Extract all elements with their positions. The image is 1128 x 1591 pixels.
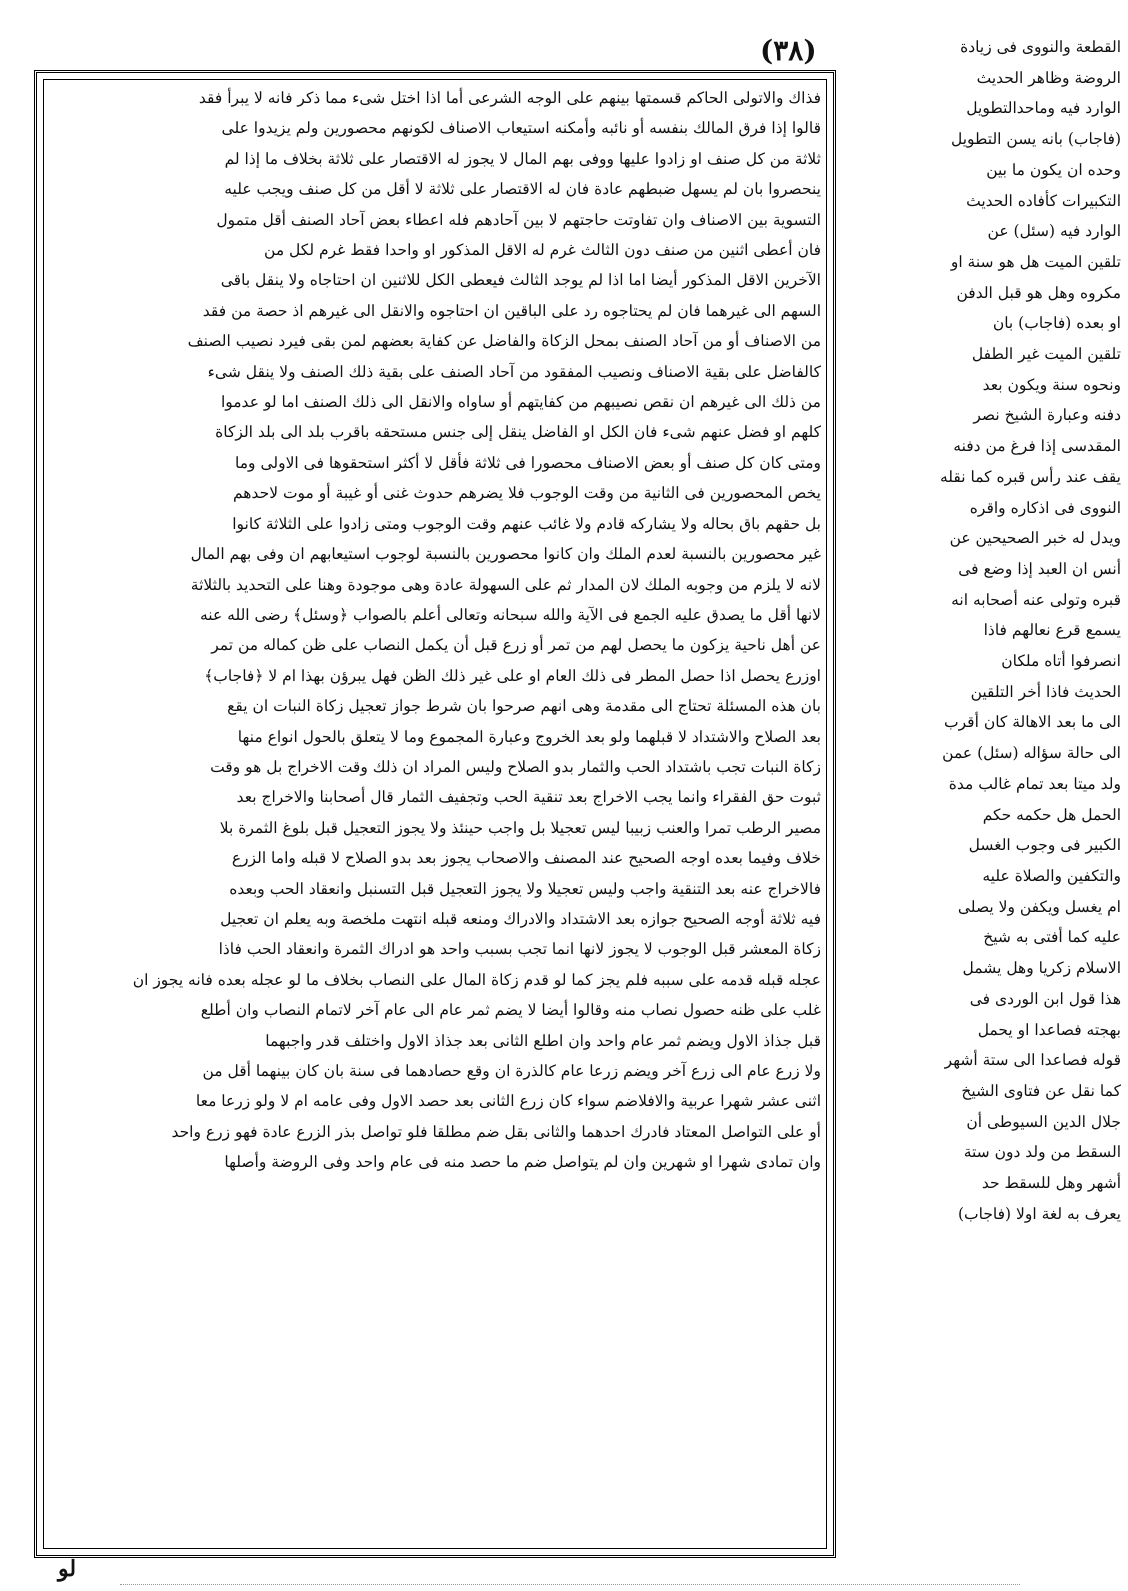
margin-line: دفنه وعبارة الشيخ نصر: [973, 406, 1121, 425]
margin-line: التكبيرات كأفاده الحديث: [966, 191, 1121, 210]
margin-line: الروضة وظاهر الحديث: [976, 68, 1121, 87]
margin-line: قوله فصاعدا الى ستة أشهر: [944, 1051, 1121, 1070]
text-line: كلهم او فضل عنهم شىء فان الكل او الفاضل ينقل إلى جنس مستحقه باقرب بلد الى بلد الزكاة: [215, 423, 821, 442]
margin-line: القطعة والنووى فى زيادة: [960, 38, 1121, 56]
margin-line: أنس ان العبد إذا وضع فى: [958, 559, 1121, 578]
text-line: غلب على ظنه حصول نصاب منه وقالوا أيضا لا يضم ثمر عام الى عام آخر لاتمام النصاب وان أطلع: [200, 1001, 821, 1020]
margin-line: الحديث فاذا أخر التلقين: [970, 682, 1121, 701]
text-line: بان هذه المسئلة تحتاج الى مقدمة وهى انهم صرحوا بان شرط جواز تعجيل زكاة النبات ان يقع: [227, 697, 821, 716]
text-line: وان تمادى شهرا او شهرين وان لم يتواصل ضم ما حصد منه فى عام واحد وفى الروضة وأصلها: [224, 1153, 821, 1172]
text-line: اوزرع يحصل اذا حصل المطر فى ذلك العام او على غير ذلك الظن فهل يبرؤن بهذا ام لا ﴿فاجاب﴾: [204, 666, 821, 685]
margin-line: أشهر وهل للسقط حد: [981, 1174, 1121, 1193]
margin-line: مكروه وهل هو قبل الدفن: [956, 283, 1121, 302]
margin-line: جلال الدين السيوطى أن: [966, 1112, 1121, 1131]
margin-line: تلقين الميت هل هو سنة او: [950, 252, 1121, 271]
margin-line: الى ما بعد الاهالة كان أقرب: [944, 713, 1121, 732]
text-line: أو على التواصل المعتاد فادرك احدهما والثانى بقل ضم مطلقا فلو تواصل بذر الزرع عادة فهو زرع واحد: [171, 1122, 821, 1141]
text-line: الآخرين الاقل المذكور أيضا اما اذا لم يوجد الثالث فيعطى الكل للاثنين ان احتاجاه ولا ينقل باقى: [220, 271, 821, 290]
text-line: ينحصروا بان لم يسهل ضبطهم عادة فان له الاقتصار على ثلاثة لا أقل من كل صنف ويجب عليه: [224, 180, 821, 199]
page-number: (٣٨): [760, 34, 817, 67]
bottom-rule: [120, 1584, 1020, 1586]
text-line: غير محصورين بالنسبة لعدم الملك وان كانوا محصورين بالنسبة لوجوب استيعابهم ان وفى بهم المال: [190, 545, 821, 564]
text-line: فيه ثلاثة أوجه الصحيح جوازه بعد الاشتداد والادراك ومنعه قبله انتهت ملخصة وبه يعلم ان تعجيل: [220, 909, 821, 928]
margin-line: الكبير فى وجوب الغسل: [968, 836, 1121, 855]
text-line: بعد الصلاح والاشتداد لا قبلهما ولو بعد الخروج وعبارة المجموع وما لا يتعلق بالحول انواع منها: [237, 727, 821, 746]
text-line: قبل جذاذ الاول ويضم ثمر عام واحد وان اطلع الثانى بعد جذاذ الاول واختلف قدر واجبهما: [265, 1031, 821, 1050]
text-line: خلاف وفيما بعده اوجه الصحيح عند المصنف والاصحاب يجوز بعد بدو الصلاح لا قبله واما الزرع: [231, 849, 821, 868]
margin-line: يسمع قرع نعالهم فاذا: [983, 621, 1121, 640]
text-line: اثنى عشر شهرا عربية والافلاضم سواء كان زرع الثانى بعد حصد الاول وفى عامه ام لا ولو زرعا معا: [195, 1092, 821, 1111]
margin-line: قبره وتولى عنه أصحابه انه: [951, 590, 1121, 609]
text-line: من ذلك الى غيرهم ان نقص نصيبهم من كفايتهم أو ساواه والانقل الى ذلك الصنف اما لو عدموا: [220, 393, 821, 412]
text-line: بل حقهم باق بحاله ولا يشاركه قادم ولا غائب عنهم وقت الوجوب ومتى زادوا على الثلاثة كانوا: [232, 514, 821, 533]
main-text-body: [53, 83, 821, 1178]
margin-line: بهجته فصاعدا او يحمل: [977, 1020, 1121, 1039]
text-line: زكاة النبات تجب باشتداد الحب والثمار بدو الصلاح وليس المراد ان ذلك وقت الاخراج بل هو وقت: [210, 757, 821, 776]
text-line: ومتى كان كل صنف أو بعض الاصناف محصورا فى ثلاثة فأقل لا أكثر استحقوها فى الاولى وما: [235, 453, 821, 472]
text-line: ولا زرع عام الى زرع آخر ويضم زرعا عام كالذرة ان وقع حصادهما فى سنة بان كان بينهما أقل من: [202, 1062, 821, 1080]
margin-line: هذا قول ابن الوردى فى: [969, 989, 1121, 1008]
margin-line: الحمل هل حكمه حكم: [982, 805, 1121, 824]
text-line: مصير الرطب تمرا والعنب زبيبا ليس تعجيلا بل واجب حينئذ ولا يجوز التعجيل قبل بلوغ الثمرة بلا: [219, 818, 821, 837]
margin-line: والتكفين والصلاة عليه: [982, 866, 1121, 885]
margin-line: كما نقل عن فتاوى الشيخ: [961, 1081, 1121, 1100]
margin-line: انصرفوا أتاه ملكان: [1001, 652, 1121, 671]
margin-line: تلقين الميت غير الطفل: [971, 345, 1121, 364]
margin-line: يقف عند رأس قبره كما نقله: [939, 467, 1121, 486]
margin-line: وحده ان يكون ما بين: [986, 160, 1121, 179]
text-line: عجله قبله قدمه على سببه فلم يجز كما لو قدم زكاة المال على النصاب بخلاف ما لو عجله بعده فانه يجوز ان: [132, 970, 821, 989]
text-line: فالاخراج عنه بعد التنقية واجب وليس تعجيلا ولا يجوز التعجيل قبل التسنبل وانعقاد الحب وبعده: [229, 879, 821, 898]
text-line: السهم الى غيرهما فان لم يحتاجوه رد على الباقين ان احتاجوه والانقل الى غيرهم اذ حصة من فقد: [202, 301, 821, 320]
catchword: لو: [58, 1556, 77, 1582]
margin-line: (فاجاب) بانه يسن التطويل: [951, 130, 1121, 149]
text-line: زكاة المعشر قبل الوجوب لا يجوز لانها انما تجب بسبب واحد هو ادراك الثمرة وانعقاد الحب فاذا: [218, 940, 821, 959]
text-line: يخص المحصورين فى الثانية من وقت الوجوب فلا يضرهم حدوث غنى أو غيبة أو موت لاحدهم: [232, 484, 821, 503]
margin-line: ولد ميتا بعد تمام غالب مدة: [948, 774, 1121, 793]
text-line: التسوية بين الاصناف وان تفاوتت حاجتهم لا بين آحادهم فله اعطاء بعض آحاد الصنف أقل متمول: [216, 210, 821, 229]
text-line: قالوا إذا فرق المالك بنفسه أو نائبه وأمكنه استيعاب الاصناف لكونهم محصورين ولم يزيدوا على: [221, 119, 821, 138]
text-line: ثلاثة من كل صنف او زادوا عليها ووفى بهم المال لا يجوز له الاقتصار على ثلاثة بخلاف ما إذا لم: [224, 149, 821, 168]
text-line: كالفاضل على بقية الاصناف ونصيب المفقود من آحاد الصنف على بقية ذلك الصنف ولا ينقل شىء: [207, 362, 821, 381]
text-line: ثبوت حق الفقراء وانما يجب الاخراج بعد تنقية الحب وتجفيف الثمار قال أصحابنا والاخراج بعد: [236, 788, 821, 807]
margin-commentary: [846, 32, 1121, 1229]
margin-line: النووى فى اذكاره واقره: [969, 498, 1121, 517]
margin-line: الى حالة سؤاله (سئل) عمن: [942, 744, 1121, 763]
margin-line: السقط من ولد دون ستة: [963, 1143, 1121, 1162]
text-line: لانها أقل ما يصدق عليه الجمع فى الآية والله سبحانه وتعالى أعلم بالصواب ﴿وسئل﴾ رضى الله عنه: [199, 605, 821, 624]
text-line: عن أهل ناحية يزكون ما يحصل لهم من تمر أو زرع قبل أن يكمل النصاب على ظن كماله من تمر: [211, 636, 821, 655]
margin-line: المقدسى إذا فرغ من دفنه: [953, 437, 1121, 456]
margin-line: ونحوه سنة ويكون بعد: [982, 375, 1121, 394]
text-line: لانه لا يلزم من وجوبه الملك لان المدار ثم على السهولة عادة وهى موجودة وهنا على التحديد بالثلاثة: [190, 575, 821, 594]
margin-line: ويدل له خبر الصحيحين عن: [949, 529, 1121, 548]
text-line: فذاك والاتولى الحاكم قسمتها بينهم على الوجه الشرعى أما اذا اختل شىء مما ذكر فانه لا يبرأ فقد: [198, 89, 821, 107]
margin-line: يعرف به لغة اولا (فاجاب): [957, 1204, 1121, 1223]
margin-line: الاسلام زكريا وهل يشمل: [962, 959, 1121, 978]
margin-line: الوارد فيه (سئل) عن: [987, 222, 1121, 241]
margin-line: ام يغسل ويكفن ولا يصلى: [957, 897, 1121, 916]
margin-line: او بعده (فاجاب) بان: [992, 314, 1121, 333]
main-text-frame: [34, 70, 836, 1558]
margin-line: الوارد فيه وماحدالتطويل: [966, 99, 1121, 118]
text-line: فان أعطى اثنين من صنف دون الثالث غرم له الاقل المذكور او واحدا فقط غرم لكل من: [264, 241, 821, 260]
text-line: من الاصناف أو من آحاد الصنف بمحل الزكاة والفاضل عن كفاية بعضهم لمن بقى فيرد نصيب الصنف: [187, 332, 821, 351]
margin-line: عليه كما أفتى به شيخ: [983, 928, 1121, 947]
